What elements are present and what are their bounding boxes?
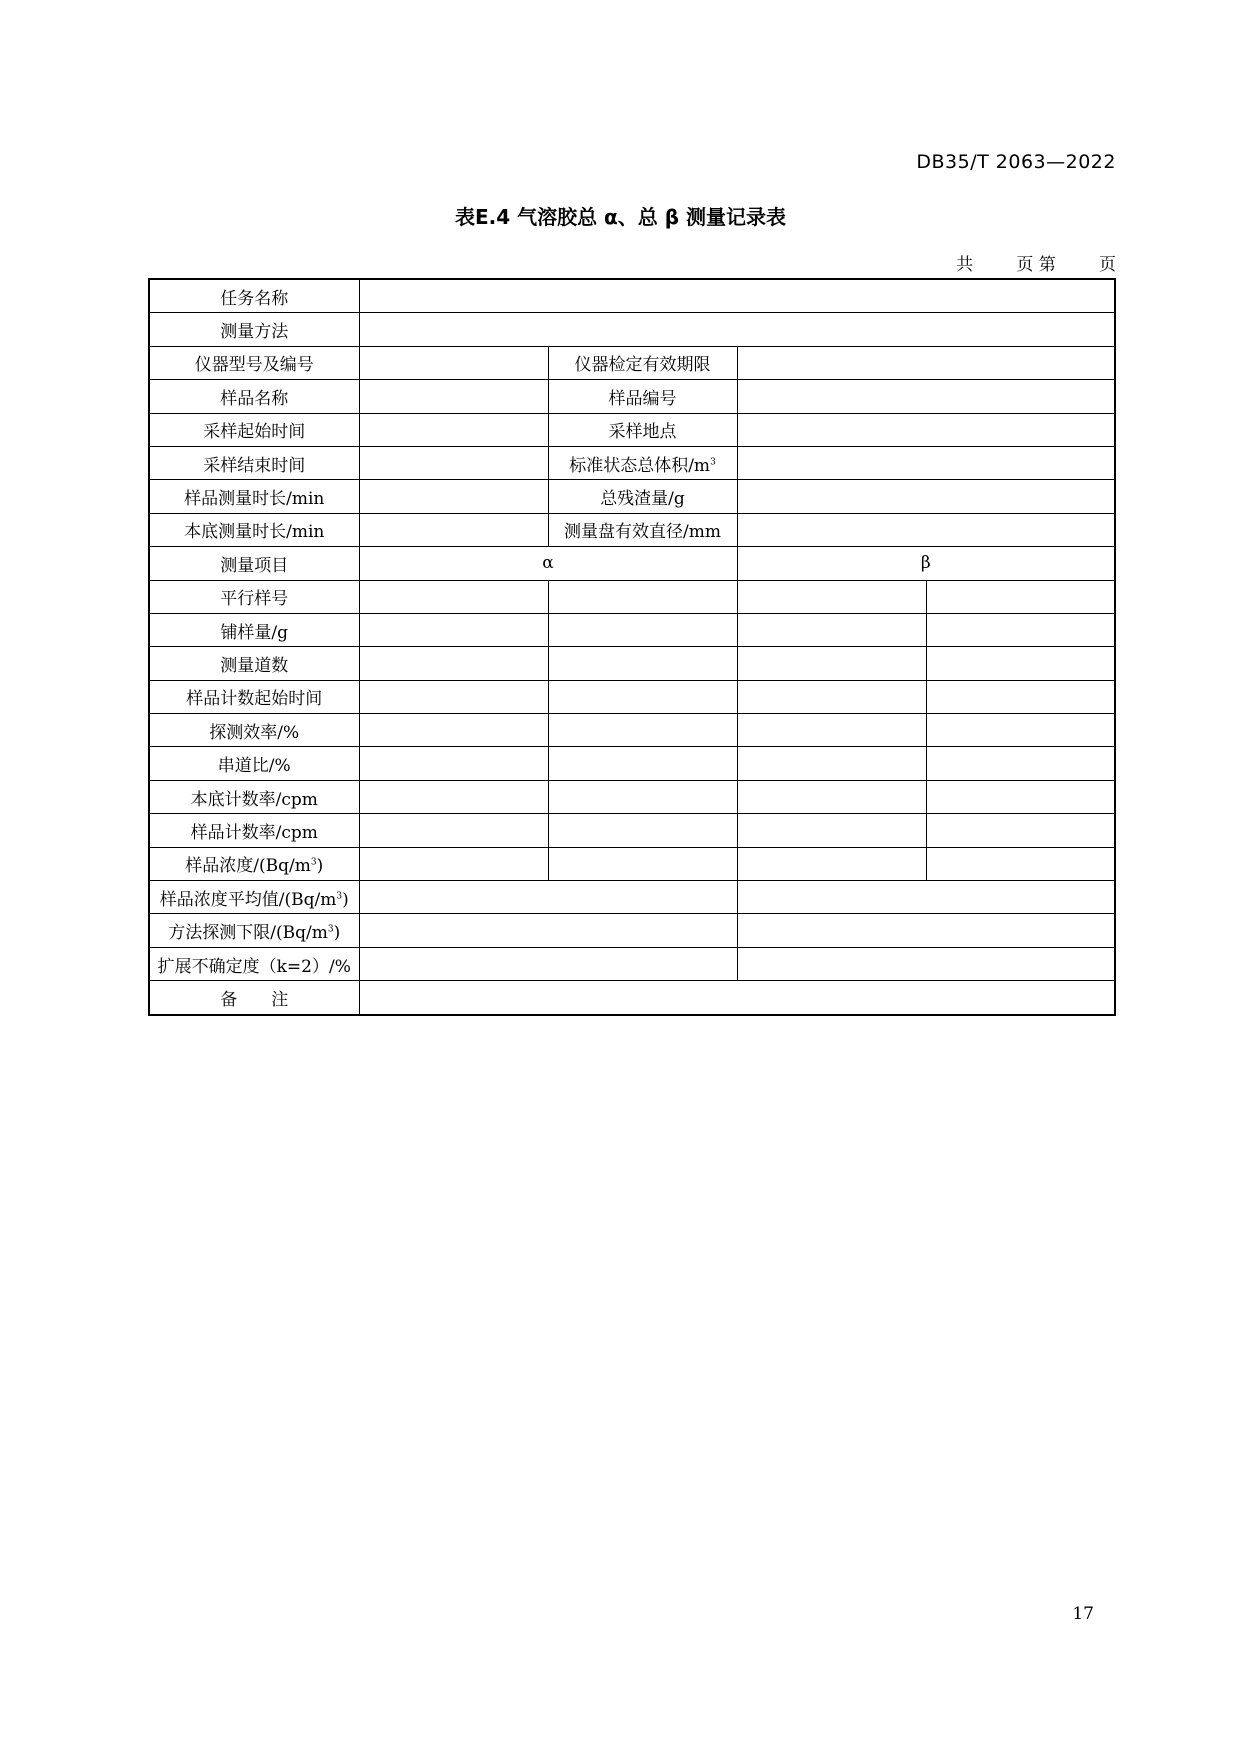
label-crosstalk: 串道比/% xyxy=(149,747,359,780)
conc-avg-text: 样品浓度平均值/(Bq/m xyxy=(159,889,337,910)
table-row xyxy=(149,714,1115,747)
cell-alpha-1[interactable] xyxy=(359,714,548,747)
table-row xyxy=(149,947,1115,980)
conc-text: 样品浓度/(Bq/m xyxy=(185,856,311,877)
label-sample-time: 样品测量时长/min xyxy=(149,480,359,513)
label-std-volume xyxy=(548,446,737,479)
pager-gong: 共 xyxy=(956,255,974,275)
table-title: 表E.4 气溶胶总 α、总 β 测量记录表 xyxy=(454,205,787,229)
remarks-value[interactable] xyxy=(359,981,1115,1015)
label-bg-rate: 本底计数率/cpm xyxy=(149,780,359,813)
table-row xyxy=(149,981,1115,1015)
table-row xyxy=(149,747,1115,780)
label-efficiency: 探测效率/% xyxy=(149,714,359,747)
label-sampling-site: 采样地点 xyxy=(548,413,737,446)
table-row xyxy=(149,780,1115,813)
table-row xyxy=(149,279,1115,313)
cell-beta-1[interactable] xyxy=(737,680,926,713)
cell-beta-2[interactable] xyxy=(926,580,1115,613)
task-name-value[interactable] xyxy=(359,279,1115,313)
cell-beta-1[interactable] xyxy=(737,847,926,880)
std-volume-sup: 3 xyxy=(710,456,716,467)
instrument-model-value[interactable] xyxy=(359,346,548,379)
label-remarks: 备 注 xyxy=(149,981,359,1015)
cell-alpha-1[interactable] xyxy=(359,847,548,880)
pager-di: 第 xyxy=(1038,255,1056,275)
cell-beta-2[interactable] xyxy=(926,714,1115,747)
label-mdl xyxy=(149,914,359,947)
std-volume-text: 标准状态总体积/m xyxy=(569,455,711,476)
uncertainty-alpha[interactable] xyxy=(359,947,737,980)
std-volume-value[interactable] xyxy=(737,446,1115,479)
table-row xyxy=(149,814,1115,847)
pager-ye1: 页 xyxy=(1016,255,1034,275)
label-instrument-model: 仪器型号及编号 xyxy=(149,346,359,379)
cell-alpha-1[interactable] xyxy=(359,647,548,680)
label-conc-avg xyxy=(149,881,359,914)
label-sample-rate: 样品计数率/cpm xyxy=(149,814,359,847)
cell-alpha-2[interactable] xyxy=(548,714,737,747)
cell-beta-1[interactable] xyxy=(737,613,926,646)
mdl-close: ) xyxy=(333,923,341,944)
table-row xyxy=(149,613,1115,646)
cell-alpha-1[interactable] xyxy=(359,680,548,713)
cell-alpha-2[interactable] xyxy=(548,647,737,680)
cell-alpha-2[interactable] xyxy=(548,747,737,780)
conc-avg-close: ) xyxy=(342,889,349,910)
uncertainty-beta[interactable] xyxy=(737,947,1115,980)
label-channel-no: 测量道数 xyxy=(149,647,359,680)
table-row xyxy=(149,446,1115,479)
table-row xyxy=(149,680,1115,713)
sample-no-value[interactable] xyxy=(737,380,1115,413)
sampling-end-value[interactable] xyxy=(359,446,548,479)
conc-avg-alpha[interactable] xyxy=(359,881,737,914)
cell-alpha-1[interactable] xyxy=(359,780,548,813)
mdl-alpha[interactable] xyxy=(359,914,737,947)
label-spread-amount: 铺样量/g xyxy=(149,613,359,646)
instrument-validity-value[interactable] xyxy=(737,346,1115,379)
label-count-start: 样品计数起始时间 xyxy=(149,680,359,713)
label-disk-diameter: 测量盘有效直径/mm xyxy=(548,513,737,546)
conc-close: ) xyxy=(316,856,324,877)
cell-beta-2[interactable] xyxy=(926,680,1115,713)
conc-avg-beta[interactable] xyxy=(737,881,1115,914)
table-row xyxy=(149,380,1115,413)
cell-beta-2[interactable] xyxy=(926,647,1115,680)
cell-alpha-2[interactable] xyxy=(548,580,737,613)
method-value[interactable] xyxy=(359,313,1115,346)
page-number: 17 xyxy=(1072,1604,1094,1624)
cell-alpha-1[interactable] xyxy=(359,580,548,613)
cell-alpha-2[interactable] xyxy=(548,847,737,880)
label-parallel-no: 平行样号 xyxy=(149,580,359,613)
disk-diameter-value[interactable] xyxy=(737,513,1115,546)
cell-beta-2[interactable] xyxy=(926,814,1115,847)
table-row xyxy=(149,881,1115,914)
cell-beta-2[interactable] xyxy=(926,613,1115,646)
document-id: DB35/T 2063—2022 xyxy=(916,151,1116,173)
table-row xyxy=(149,847,1115,880)
pager-ye2: 页 xyxy=(1099,255,1116,275)
label-instrument-validity: 仪器检定有效期限 xyxy=(548,346,737,379)
mdl-beta[interactable] xyxy=(737,914,1115,947)
label-item: 测量项目 xyxy=(149,547,359,580)
table-row xyxy=(149,413,1115,446)
cell-alpha-1[interactable] xyxy=(359,814,548,847)
table-row xyxy=(149,313,1115,346)
cell-alpha-2[interactable] xyxy=(548,680,737,713)
label-residue: 总残渣量/g xyxy=(548,480,737,513)
cell-beta-1[interactable] xyxy=(737,714,926,747)
mdl-sup: 3 xyxy=(327,924,334,935)
cell-beta-1[interactable] xyxy=(737,580,926,613)
cell-beta-2[interactable] xyxy=(926,780,1115,813)
record-table xyxy=(148,278,1116,1016)
label-sample-name: 样品名称 xyxy=(149,380,359,413)
page-count xyxy=(956,250,1116,275)
mdl-text: 方法探测下限/(Bq/m xyxy=(168,923,328,944)
table-row xyxy=(149,346,1115,379)
table-row xyxy=(149,513,1115,546)
table-row xyxy=(149,480,1115,513)
label-bg-time: 本底测量时长/min xyxy=(149,513,359,546)
table-row xyxy=(149,547,1115,580)
beta-header: β xyxy=(737,547,1115,580)
table-row xyxy=(149,647,1115,680)
label-sampling-start: 采样起始时间 xyxy=(149,413,359,446)
cell-beta-2[interactable] xyxy=(926,847,1115,880)
table-row xyxy=(149,580,1115,613)
label-task-name: 任务名称 xyxy=(149,279,359,313)
cell-beta-1[interactable] xyxy=(737,647,926,680)
conc-avg-sup: 3 xyxy=(336,891,343,902)
cell-alpha-1[interactable] xyxy=(359,613,548,646)
sampling-start-value[interactable] xyxy=(359,413,548,446)
bg-time-value[interactable] xyxy=(359,513,548,546)
label-sampling-end: 采样结束时间 xyxy=(149,446,359,479)
cell-alpha-2[interactable] xyxy=(548,814,737,847)
residue-value[interactable] xyxy=(737,480,1115,513)
label-uncertainty: 扩展不确定度（k=2）/% xyxy=(149,947,359,980)
label-method: 测量方法 xyxy=(149,313,359,346)
label-sample-no: 样品编号 xyxy=(548,380,737,413)
cell-alpha-1[interactable] xyxy=(359,747,548,780)
cell-beta-2[interactable] xyxy=(926,747,1115,780)
cell-alpha-2[interactable] xyxy=(548,780,737,813)
conc-sup: 3 xyxy=(310,857,317,868)
alpha-header: α xyxy=(359,547,737,580)
cell-alpha-2[interactable] xyxy=(548,613,737,646)
cell-beta-1[interactable] xyxy=(737,747,926,780)
label-conc xyxy=(149,847,359,880)
sample-name-value[interactable] xyxy=(359,380,548,413)
table-row xyxy=(149,914,1115,947)
sampling-site-value[interactable] xyxy=(737,413,1115,446)
cell-beta-1[interactable] xyxy=(737,780,926,813)
sample-time-value[interactable] xyxy=(359,480,548,513)
cell-beta-1[interactable] xyxy=(737,814,926,847)
